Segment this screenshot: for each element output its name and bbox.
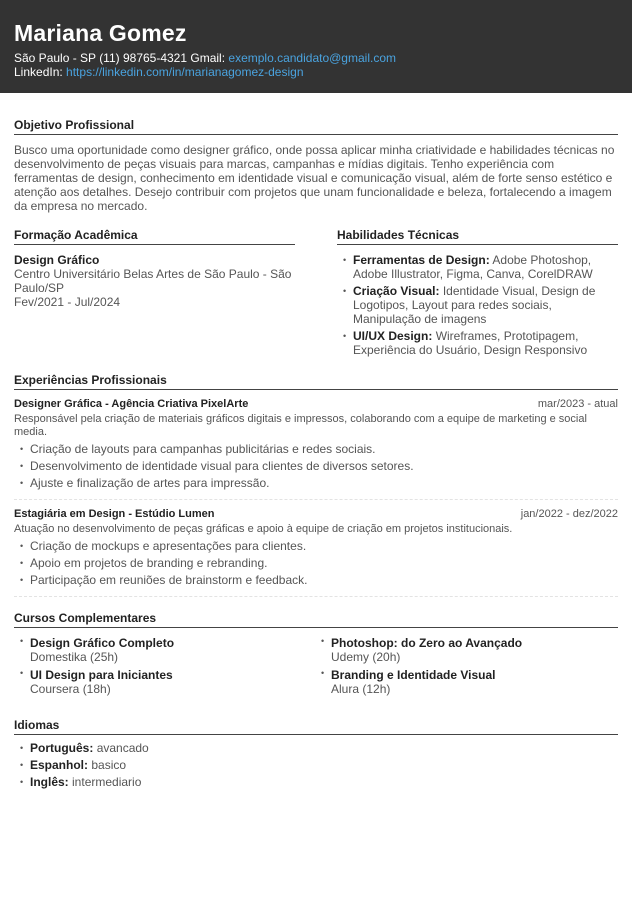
job-title: Estagiária em Design - Estúdio Lumen: [14, 508, 215, 520]
education-skills-row: [14, 228, 618, 357]
language-item: • Português: avancado: [14, 741, 618, 755]
education-degree: Design Gráfico: [14, 253, 100, 267]
linkedin-line: [14, 65, 618, 79]
contact-line: [14, 51, 618, 65]
experience-title: Experiências Profissionais: [14, 373, 618, 390]
skill-item: • UI/UX Design: Wireframes, Prototipagem, Experiência do Usuário, Design Responsivo: [337, 329, 618, 357]
course-institution: Domestika (25h): [30, 650, 119, 664]
job-bullet: • Participação em reuniões de brainstorm e feedback.: [14, 573, 618, 587]
linkedin-link[interactable]: https://linkedin.com/in/marianagomez-design: [66, 65, 304, 79]
job-entry: [14, 398, 618, 500]
objective-title: Objetivo Profissional: [14, 118, 618, 135]
skill-item: • Criação Visual: Identidade Visual, Design de Logotipos, Layout para redes sociais, Manipulação de imagens: [337, 284, 618, 326]
email-link[interactable]: exemplo.candidato@gmail.com: [228, 51, 396, 65]
skills-section: [337, 228, 618, 357]
skills-list: [337, 253, 618, 357]
objective-text: Busco uma oportunidade como designer gráfico, onde possa aplicar minha criatividade e habilidades técnicas no desenvolvimento de peças visuais para marcas, campanhas e mídias digitais. Tenho experiência com ferramentas de design, conhecimento em identidade visual e comunicação visual, além de forte senso estético e atenção aos detalhes. Desejo contribuir com projetos que unam funcionalidade e beleza, fortalecendo a imagem da empresa no mercado.: [14, 143, 615, 213]
courses-column-left: [14, 632, 315, 696]
job-divider: [14, 596, 618, 597]
languages-section: [14, 718, 618, 789]
course-institution: Coursera (18h): [30, 682, 111, 696]
course-institution: Udemy (20h): [331, 650, 401, 664]
education-title: Formação Acadêmica: [14, 228, 295, 245]
job-bullet: • Desenvolvimento de identidade visual para clientes de diversos setores.: [14, 459, 618, 473]
course-name: • Branding e Identidade Visual: [331, 668, 496, 682]
course-institution: Alura (12h): [331, 682, 391, 696]
courses-column-right: [315, 632, 616, 696]
languages-title: Idiomas: [14, 718, 618, 735]
course-name: • Photoshop: do Zero ao Avançado: [331, 636, 523, 650]
job-description: Responsável pela criação de materiais gráficos digitais e impressos, colaborando com a equipe de marketing e social media.: [14, 413, 587, 438]
email-label: Gmail:: [190, 51, 226, 65]
objective-section: [14, 118, 618, 213]
skill-item: • Ferramentas de Design: Adobe Photoshop, Adobe Illustrator, Figma, Canva, CorelDRAW: [337, 253, 618, 281]
education-section: [14, 228, 295, 357]
job-bullets: [14, 442, 618, 490]
course-name: • UI Design para Iniciantes: [30, 668, 173, 682]
language-item: • Espanhol: basico: [14, 758, 618, 772]
experience-section: [14, 373, 618, 597]
job-dates: mar/2023 - atual: [537, 398, 618, 410]
course-item: [315, 636, 616, 664]
course-name: • Design Gráfico Completo: [30, 636, 175, 650]
job-bullets: [14, 539, 618, 587]
languages-list: [14, 741, 618, 789]
course-item: [315, 668, 616, 696]
job-bullet: • Criação de layouts para campanhas publicitárias e redes sociais.: [14, 442, 618, 456]
education-institution: Centro Universitário Belas Artes de São Paulo - São Paulo/SP: [14, 267, 292, 295]
resume-header: [0, 0, 632, 93]
job-description: Atuação no desenvolvimento de peças gráficas e apoio à equipe de criação em projetos institucionais.: [14, 523, 513, 535]
course-item: [14, 636, 315, 664]
location: São Paulo - SP: [14, 51, 96, 65]
job-divider: [14, 499, 618, 500]
language-item: • Inglês: intermediario: [14, 775, 618, 789]
education-period: Fev/2021 - Jul/2024: [14, 295, 121, 309]
job-dates: jan/2022 - dez/2022: [520, 508, 618, 520]
job-bullet: • Criação de mockups e apresentações para clientes.: [14, 539, 618, 553]
job-title: Designer Gráfica - Agência Criativa PixelArte: [14, 398, 249, 410]
job-bullet: • Apoio em projetos de branding e rebranding.: [14, 556, 618, 570]
candidate-name: Mariana Gomez: [14, 20, 187, 46]
linkedin-label: LinkedIn:: [14, 65, 63, 79]
course-item: [14, 668, 315, 696]
skills-title: Habilidades Técnicas: [337, 228, 618, 245]
job-entry: [14, 508, 618, 597]
courses-title: Cursos Complementares: [14, 611, 618, 628]
courses-section: [14, 611, 618, 696]
job-bullet: • Ajuste e finalização de artes para impressão.: [14, 476, 618, 490]
phone: (11) 98765-4321: [99, 51, 188, 65]
